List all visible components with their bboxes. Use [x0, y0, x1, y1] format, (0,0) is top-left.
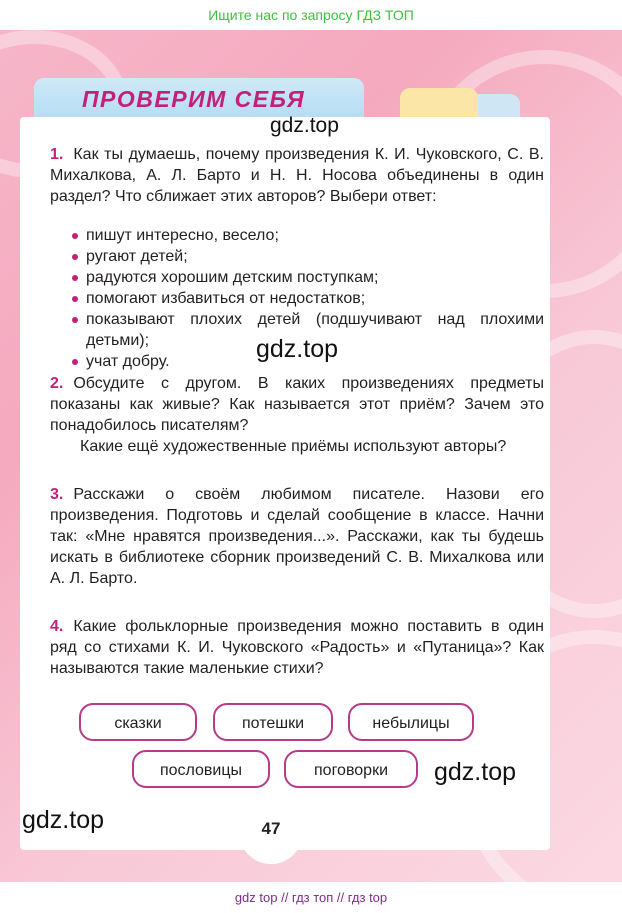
question-number: 1. [50, 146, 64, 163]
section-title: ПРОВЕРИМ СЕБЯ [82, 86, 306, 112]
question-text: Как ты думаешь, почему произведения К. И. Чуковского, С. В. Михалкова, А. Л. Барто и Н. Н. Носова объединены в один раздел? Что сближает этих авторов? Выбери ответ: [50, 146, 544, 205]
genre-chip-poteshki: потешки [213, 703, 333, 741]
question-number: 4. [50, 618, 64, 635]
question-text: Какие фольклорные произведения можно поставить в один ряд со стихами К. И. Чуковского «Радость» и «Путаница»? Как называются такие маленькие стихи? [50, 618, 544, 677]
question-1 [50, 144, 544, 207]
watermark: gdz.top [270, 114, 339, 137]
bullet-icon [72, 317, 78, 323]
question-2 [50, 373, 544, 436]
bullet-icon [72, 254, 78, 260]
genre-chip-nebylitsy: небылицы [348, 703, 474, 741]
bullet-icon [72, 275, 78, 281]
watermark: gdz.top [434, 758, 517, 786]
question-text: Расскажи о своём любимом писателе. Назови его произведения. Подготовь и сделай сообщение в классе. Начни так: «Мне нравятся произведения...». Расскажи, как ты будешь искать в библиотеке сборник произведений С. В. Михалкова или А. Л. Барто. [50, 486, 544, 587]
bullet-icon [72, 359, 78, 365]
question-4 [50, 616, 544, 679]
answer-option [72, 288, 544, 309]
question-number: 2. [50, 375, 64, 392]
bullet-icon [72, 296, 78, 302]
genre-chip-skazki: сказки [79, 703, 197, 741]
option-text: помогают избавиться от недостатков; [86, 290, 366, 307]
content-card [20, 117, 550, 850]
answer-option [72, 246, 544, 267]
page-number: 47 [239, 800, 303, 864]
genre-chip-pogovorki: поговорки [284, 750, 418, 788]
option-text: учат добру. [86, 353, 170, 370]
option-text: показывают плохих детей (подшучивают над плохими детьми); [86, 311, 544, 349]
option-text: радуются хорошим детским поступкам; [86, 269, 379, 286]
bottom-bar[interactable]: gdz top // гдз топ // гдз top [0, 882, 622, 913]
genre-chip-poslovitsy: пословицы [132, 750, 270, 788]
question-2-continued: Какие ещё художественные приёмы используют авторы? [80, 438, 507, 455]
top-banner[interactable]: Ищите нас по запросу ГДЗ ТОП [0, 0, 622, 30]
watermark: gdz.top [256, 335, 339, 363]
option-text: ругают детей; [86, 248, 188, 265]
watermark: gdz.top [22, 806, 105, 834]
answer-option [72, 267, 544, 288]
bullet-icon [72, 233, 78, 239]
question-text: Обсудите с другом. В каких произведениях предметы показаны как живые? Как называется этот приём? Зачем это понадобилось писателям? [50, 375, 544, 434]
question-3 [50, 484, 544, 589]
option-text: пишут интересно, весело; [86, 227, 279, 244]
question-number: 3. [50, 486, 64, 503]
answer-option [72, 225, 544, 246]
